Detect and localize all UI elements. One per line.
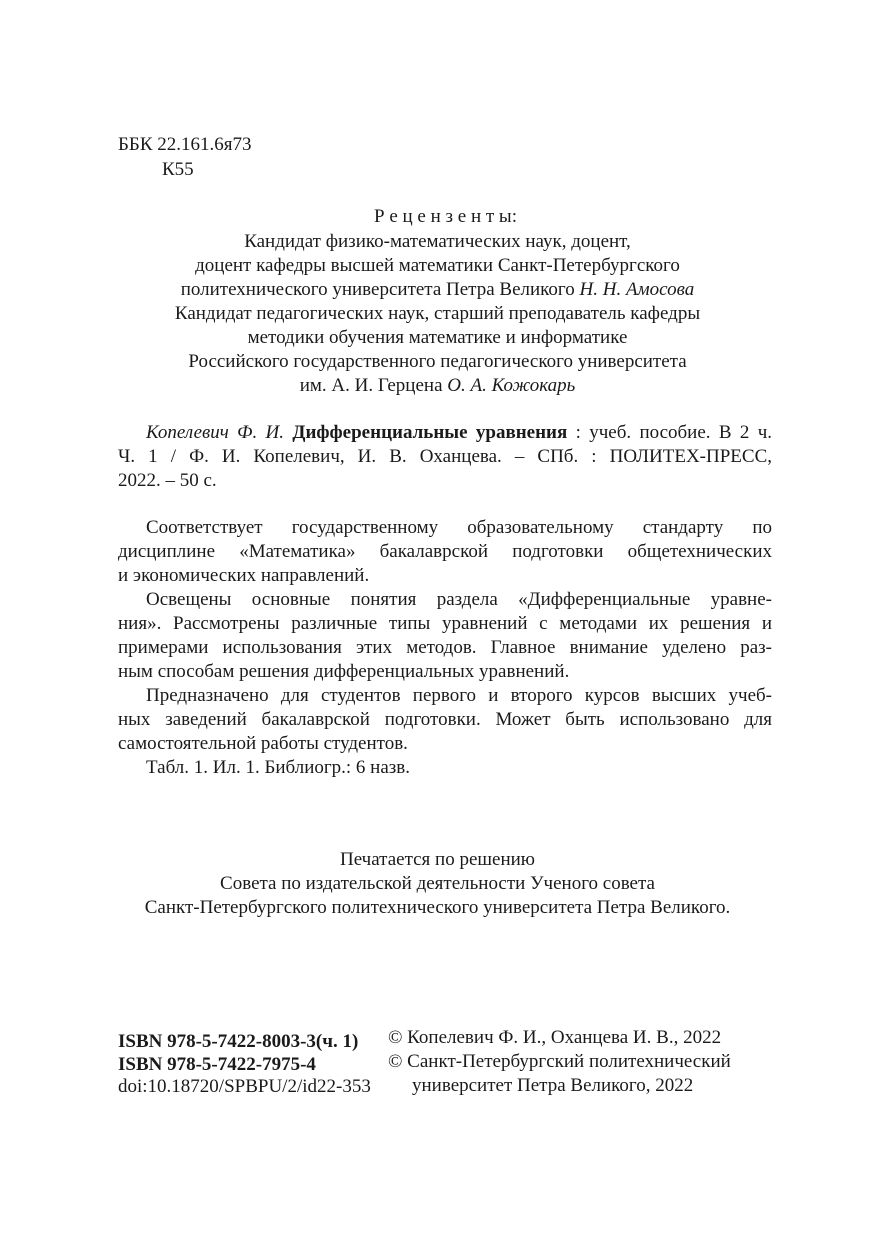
reviewer1-affiliation: политехнического университета Петра Великого (180, 279, 575, 300)
copyright-university-cont: университет Петра Великого, 2022 (412, 1075, 694, 1096)
copyright-university: © Санкт-Петербургский политехнический (388, 1051, 731, 1072)
annotation-line: Табл. 1. Ил. 1. Библиогр.: 6 назв. (146, 757, 411, 778)
annotation-line: дисциплине «Математика» бакалаврской подготовки общетехнических (118, 541, 772, 562)
bbk-index: ББК 22.161.6я73 (118, 134, 252, 155)
copyright-authors: © Копелевич Ф. И., Оханцева И. В., 2022 (388, 1027, 722, 1048)
reviewer2-line: методики обучения математике и информатике (247, 327, 628, 348)
isbn-set: ISBN 978-5-7422-7975-4 (118, 1054, 316, 1075)
annotation-line: ным способам решения дифференциальных уравнений. (118, 661, 570, 682)
doi: doi:10.18720/SPBPU/2/id22-353 (118, 1076, 371, 1097)
citation-title: Дифференциальные уравнения (292, 422, 568, 443)
annotation-line: Предназначено для студентов первого и второго курсов высших учеб- (146, 685, 772, 706)
annotation-line: ния». Рассмотрены различные типы уравнений с методами их решения и (118, 613, 772, 634)
citation-author: Копелевич Ф. И. (146, 422, 285, 443)
citation-line-1 (118, 421, 772, 445)
reviewer2-name: О. А. Кожокарь (447, 375, 576, 396)
reviewer2-line-with-name (0, 374, 875, 398)
annotation-line: ных заведений бакалаврской подготовки. Может быть использовано для (118, 709, 772, 730)
annotation-line: Освещены основные понятия раздела «Дифференциальные уравне- (146, 589, 772, 610)
reviewer1-line: доцент кафедры высшей математики Санкт-Петербургского (195, 255, 680, 276)
citation-details: : учеб. пособие. В 2 ч. (567, 422, 773, 443)
reviewer2-line: Кандидат педагогических наук, старший преподаватель кафедры (174, 303, 701, 324)
reviewers-heading: Р е ц е н з е н т ы: (374, 206, 517, 227)
annotation-line: и экономических направлений. (118, 565, 370, 586)
reviewer2-line: Российского государственного педагогического университета (188, 351, 687, 372)
isbn-part-1: ISBN 978-5-7422-8003-3(ч. 1) (118, 1031, 359, 1052)
citation-line-3: 2022. – 50 с. (118, 470, 217, 491)
publication-note-line: Печатается по решению (340, 849, 535, 870)
publication-note-line: Совета по издательской деятельности Ученого совета (220, 873, 655, 894)
reviewer1-line: Кандидат физико-математических наук, доцент, (244, 231, 631, 252)
publication-note-line: Санкт-Петербургского политехнического университета Петра Великого. (144, 897, 731, 918)
annotation-line: Соответствует государственному образовательному стандарту по (146, 517, 772, 538)
citation-line-2: Ч. 1 / Ф. И. Копелевич, И. В. Оханцева. – СПб. : ПОЛИТЕХ-ПРЕСС, (118, 446, 772, 467)
reviewer2-affiliation: им. А. И. Герцена (299, 375, 443, 396)
annotation-line: самостоятельной работы студентов. (118, 733, 408, 754)
author-mark: К55 (162, 159, 194, 180)
reviewer1-line-with-name (0, 278, 875, 302)
annotation-line: примерами использования этих методов. Главное внимание уделено раз- (118, 637, 772, 658)
reviewer1-name: Н. Н. Амосова (579, 279, 695, 300)
